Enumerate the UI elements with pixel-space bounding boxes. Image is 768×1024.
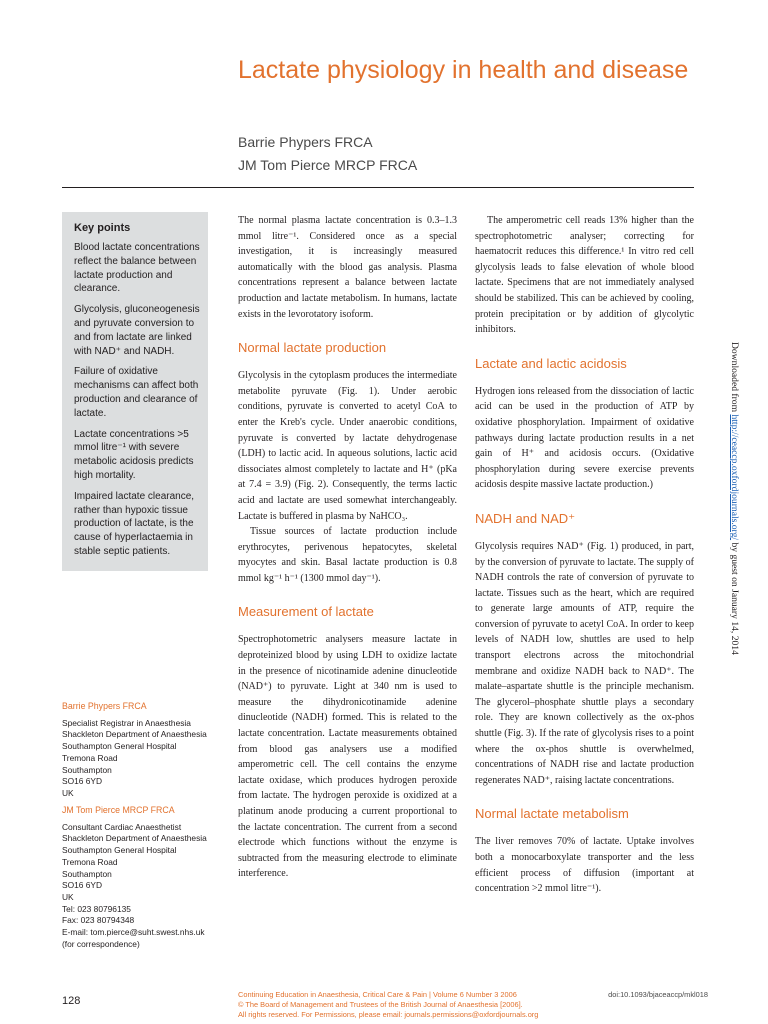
key-points-box <box>62 212 208 571</box>
footer-permissions: All rights reserved. For Permissions, please email: journals.permissions@oxfordjournals.org <box>238 1010 539 1019</box>
title-divider <box>62 187 694 188</box>
affiliation-line: Tremona Road <box>62 752 118 763</box>
paragraph: Glycolysis requires NAD⁺ (Fig. 1) produced, in part, by the conversion of pyruvate to lactate. The supply of NADH controls the rate of conversion of pyruvate to lactate. Tissues such as the heart, which are required to generate large amounts of ATP, require the conversion of pyruvate to acetyl CoA. In order to keep levels of NADH low, shuttles are used to help transport electrons across the mitochondrial membrane and oxidize NADH back to NAD⁺. The malate–aspartate shuttle is the principle mechanism. The glycerol–phosphate shuttle plays a secondary role. They are known collectively as the ox-phos shuttle (Fig. 3). If the rate of glycolysis rises to a point where the ox-phos shuttle is overwhelmed, concentrations of NADH rise and lactate production regenerates NAD⁺, raising lactate concentrations. <box>475 540 694 786</box>
author-name: Barrie Phypers FRCA <box>238 134 373 150</box>
footer-journal-line: Continuing Education in Anaesthesia, Critical Care & Pain | Volume 6 Number 3 2006 <box>238 990 517 999</box>
key-point: Glycolysis, gluconeogenesis and pyruvate conversion to and from lactate are linked with NAD⁺ and NADH. <box>74 304 200 357</box>
key-point: Impaired lactate clearance, rather than hypoxic tissue production of lactate, is the cause of hyperlactaemia in stable septic patients. <box>74 490 195 557</box>
download-notice-prefix: Downloaded from <box>729 342 740 415</box>
key-point: Lactate concentrations >5 mmol litre⁻¹ with severe metabolic acidosis predicts high mortality. <box>74 428 194 481</box>
affiliation <box>62 701 222 800</box>
affiliation-line: Fax: 023 80794348 <box>62 915 135 926</box>
section-heading: Lactate and lactic acidosis <box>475 355 627 371</box>
affiliation-line: Shackleton Department of Anaesthesia <box>62 729 207 740</box>
affiliation-line: Southampton General Hospital <box>62 741 177 752</box>
affiliation <box>62 805 222 950</box>
paragraph: The liver removes 70% of lactate. Uptake involves both a monocarboxylate transporter and the less efficient process of diffusion (important at concentration >2 mmol litre⁻¹). <box>475 836 694 895</box>
download-link[interactable]: http://ceaccp.oxfordjournals.org/ <box>729 414 740 541</box>
affiliation-line: Tremona Road <box>62 856 118 867</box>
affiliation-line: Southampton <box>62 764 112 775</box>
affiliation-line: UK <box>62 787 74 798</box>
key-point: Blood lactate concentrations reflect the balance between lactate production and clearance. <box>74 242 200 295</box>
affiliation-line: SO16 6YD <box>62 776 103 787</box>
key-points-heading: Key points <box>74 222 131 234</box>
author-name: JM Tom Pierce MRCP FRCA <box>238 157 418 173</box>
key-point: Failure of oxidative mechanisms can affect both production and clearance of lactate. <box>74 366 199 419</box>
footer-copyright: © The Board of Management and Trustees of the British Journal of Anaesthesia [2006]. <box>238 1000 523 1009</box>
affiliation-line: Consultant Cardiac Anaesthetist <box>62 821 182 832</box>
footer-doi[interactable]: doi:10.1093/bjaceaccp/mkl018 <box>608 990 708 999</box>
download-notice <box>729 342 740 682</box>
paragraph: Tissue sources of lactate production include erythrocytes, perivenous hepatocytes, skeletal myocytes and skin. Basal lactate production is 0.8 mmol kg⁻¹ h⁻¹ (1300 mmol day⁻¹). <box>238 526 457 584</box>
affiliation-line: (for correspondence) <box>62 938 140 949</box>
affiliation-name: JM Tom Pierce MRCP FRCA <box>62 805 175 815</box>
affiliation-line: Southampton <box>62 868 112 879</box>
section-heading: Normal lactate metabolism <box>475 806 629 822</box>
section-heading: Normal lactate production <box>238 340 387 356</box>
affiliation-line: Tel: 023 80796135 <box>62 903 131 914</box>
affiliation-line: Shackleton Department of Anaesthesia <box>62 833 207 844</box>
paragraph: Spectrophotometric analysers measure lactate in deproteinized blood by using LDH to oxidize lactate in the presence of nicotinamide adenine dinucleotide (NAD⁺) to pyruvate. Light at 340 nm is used to measure the dihydronicotinamide adenine dinucleotide (NADH) formed. This is related to the lactate concentration. Lactate measurements obtained from blood gas analysers use a modified amperometric cell. The cell contains the enzyme lactate oxidase, which produces hydrogen peroxide from lactate. The hydrogen peroxide is oxidized at a platinum anode producing a current proportional to the lactate concentration. The current from a second electrode which functions without the enzyme is subtracted from the measuring electrode to eliminate interference. <box>238 634 457 880</box>
journal-footer <box>238 990 708 1020</box>
download-notice-suffix: by guest on January 14, 2014 <box>729 540 740 655</box>
paragraph: Glycolysis in the cytoplasm produces the intermediate metabolite pyruvate (Fig. 1). Under aerobic conditions, pyruvate is converted to acetyl CoA to enter the Kreb's cycle. Under anaerobic conditions, pyruvate is converted by lactate dehydrogenase (LDH) to lactic acid. In aqueous solutions, lactic acid dissociates almost completely to lactate and H⁺ (pKa at 7.4 = 3.9) (Fig. 2). Consequently, the terms lactic acid and lactate are used somewhat interchangeably. Lactate is buffered in plasma by NaHCO₃. <box>238 370 457 522</box>
paragraph-intro: The normal plasma lactate concentration is 0.3–1.3 mmol litre⁻¹. Considered once as a special investigation, it is increasingly measured automatically with the blood gas analysis. Plasma concentrations represent a balance between lactate production and lactate metabolism. In humans, lactate exists in the levorotatory isoform. <box>238 215 457 320</box>
affiliation-line: Specialist Registrar in Anaesthesia <box>62 717 191 728</box>
affiliation-line: Southampton General Hospital <box>62 845 177 856</box>
page-number: 128 <box>62 995 81 1007</box>
section-heading: NADH and NAD⁺ <box>475 510 576 526</box>
affiliation-name: Barrie Phypers FRCA <box>62 701 147 711</box>
affiliation-email[interactable]: E-mail: tom.pierce@suht.swest.nhs.uk <box>62 927 205 938</box>
body-column-left <box>238 213 457 882</box>
affiliation-line: SO16 6YD <box>62 880 103 891</box>
affiliation-line: UK <box>62 891 74 902</box>
paragraph: The amperometric cell reads 13% higher than the spectrophotometric analyser; correcting for haematocrit reduces this difference.¹ In vitro red cell glycolysis leads to false elevation of whole blood lactate. Specimens that are not immediately analysed should be stabilized. This can be achieved by cooling, protein precipitation or by addition of glycolytic inhibitors. <box>475 215 694 336</box>
body-column-right <box>475 213 694 897</box>
article-title: Lactate physiology in health and disease <box>238 56 689 84</box>
paragraph: Hydrogen ions released from the dissociation of lactic acid can be used in the production of ATP by oxidative phosphorylation. Impairment of oxidative pathways during lactate production results in a net gain of H⁺ and acidosis occurs. (Oxidative phosphorylation during severe exercise prevents acidosis despite massive lactate production.) <box>475 385 694 491</box>
section-heading: Measurement of lactate <box>238 604 374 620</box>
